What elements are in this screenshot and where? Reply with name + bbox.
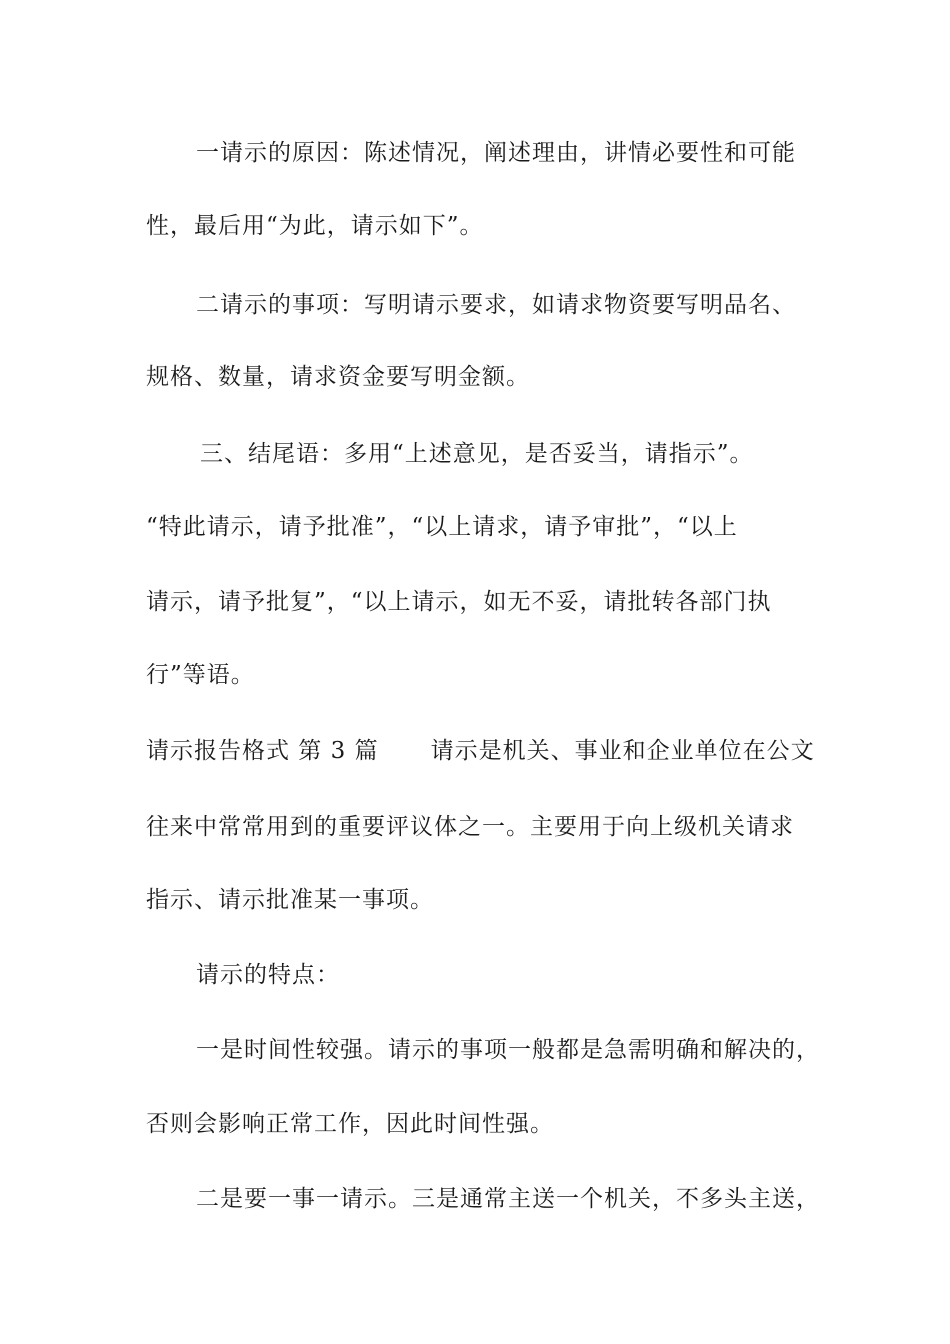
paragraph-line: 二是要一事一请示。三是通常主送一个机关，不多头主送，	[196, 1186, 820, 1212]
paragraph-line: 否则会影响正常工作，因此时间性强。	[146, 1111, 554, 1137]
paragraph-line: “特此请示，请予批准”，“以上请求，请予审批”，“以上	[146, 514, 738, 540]
paragraph-line: 二请示的事项：写明请示要求，如请求物资要写明品名、	[196, 292, 796, 318]
paragraph-line: 一请示的原因：陈述情况，阐述理由，讲情必要性和可能	[196, 140, 796, 166]
paragraph-line: 性，最后用“为此，请示如下”。	[146, 213, 484, 239]
paragraph-line: 请示，请予批复”，“以上请示，如无不妥，请批转各部门执	[146, 589, 772, 615]
section-heading: 请示报告格式 第 3 篇	[146, 738, 379, 764]
paragraph-line: 请示的特点：	[196, 962, 340, 988]
paragraph-line: 规格、数量，请求资金要写明金额。	[146, 364, 530, 390]
paragraph-line: 行”等语。	[146, 662, 255, 688]
paragraph-line: 一是时间性较强。请示的事项一般都是急需明确和解决的，	[196, 1037, 820, 1063]
section-first-text: 请示是机关、事业和企业单位在公文	[430, 738, 815, 764]
section-heading-line	[146, 736, 826, 766]
paragraph-line: 指示、请示批准某一事项。	[146, 887, 434, 913]
paragraph-line: 往来中常常用到的重要评议体之一。主要用于向上级机关请求	[146, 814, 794, 840]
paragraph-line: 三、结尾语：多用“上述意见，是否妥当，请指示”。	[200, 441, 754, 467]
